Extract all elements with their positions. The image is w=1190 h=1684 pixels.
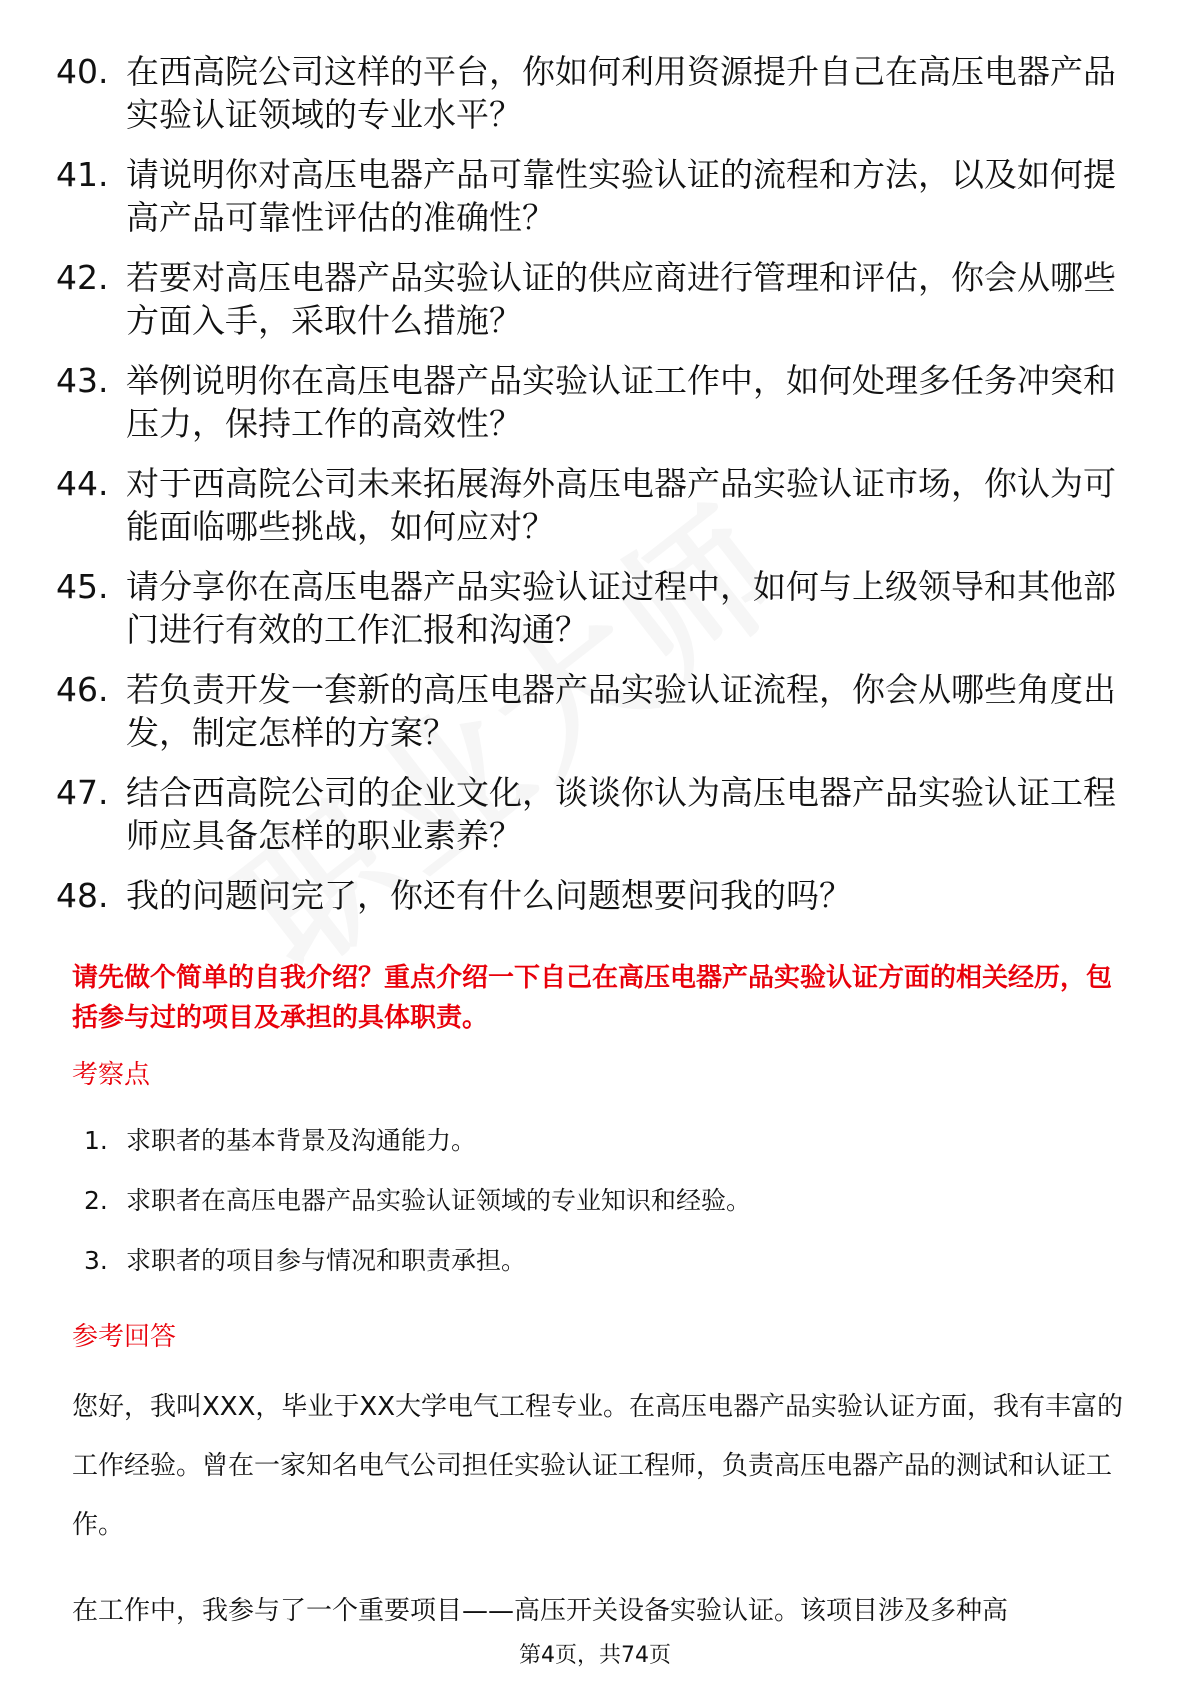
- list-item-text: 求职者的基本背景及沟通能力。: [126, 1126, 477, 1155]
- question-number: 40.: [56, 52, 109, 91]
- question-item: [56, 256, 1126, 342]
- question-item: [56, 668, 1126, 754]
- question-text: 结合西高院公司的企业文化，谈谈你认为高压电器产品实验认证工程师应具备怎样的职业素养？: [126, 773, 1116, 855]
- featured-question: 请先做个简单的自我介绍？重点介绍一下自己在高压电器产品实验认证方面的相关经历，包括参与过的项目及承担的具体职责。: [72, 963, 1113, 1033]
- question-number: 41.: [56, 155, 109, 194]
- question-text: 在西高院公司这样的平台，你如何利用资源提升自己在高压电器产品实验认证领域的专业水平？: [126, 52, 1116, 134]
- list-item-text: 求职者在高压电器产品实验认证领域的专业知识和经验。: [126, 1186, 752, 1215]
- answer-paragraph: 在工作中，我参与了一个重要项目——高压开关设备实验认证。该项目涉及多种高: [72, 1596, 1009, 1626]
- question-text: 若负责开发一套新的高压电器产品实验认证流程，你会从哪些角度出发，制定怎样的方案？: [126, 670, 1116, 752]
- question-text: 举例说明你在高压电器产品实验认证工作中，如何处理多任务冲突和压力，保持工作的高效性？: [126, 361, 1116, 443]
- question-item: [56, 874, 1126, 917]
- page-footer: 第4页，共74页: [519, 1643, 671, 1668]
- list-item: [84, 1124, 1124, 1184]
- question-text: 我的问题问完了，你还有什么问题想要问我的吗？: [126, 876, 852, 915]
- question-item: [56, 462, 1126, 548]
- exam-points-heading: 考察点: [72, 1060, 151, 1090]
- question-item: [56, 565, 1126, 651]
- question-number: 45.: [56, 567, 109, 606]
- question-number: 46.: [56, 670, 109, 709]
- list-item-text: 求职者的项目参与情况和职责承担。: [126, 1246, 527, 1275]
- question-number: 43.: [56, 361, 109, 400]
- question-item: [56, 50, 1126, 136]
- question-text: 请分享你在高压电器产品实验认证过程中，如何与上级领导和其他部门进行有效的工作汇报和沟通？: [126, 567, 1116, 649]
- reference-answer-heading: 参考回答: [72, 1322, 177, 1352]
- question-number: 44.: [56, 464, 109, 503]
- question-number: 47.: [56, 773, 109, 812]
- list-item-number: 1.: [84, 1126, 108, 1155]
- list-item: [84, 1244, 1124, 1304]
- question-item: [56, 153, 1126, 239]
- list-item-number: 2.: [84, 1186, 108, 1215]
- question-item: [56, 771, 1126, 857]
- question-text: 请说明你对高压电器产品可靠性实验认证的流程和方法，以及如何提高产品可靠性评估的准确性？: [126, 155, 1116, 237]
- exam-points-list: [84, 1124, 1124, 1304]
- question-text: 若要对高压电器产品实验认证的供应商进行管理和评估，你会从哪些方面入手，采取什么措施？: [126, 258, 1116, 340]
- question-item: [56, 359, 1126, 445]
- question-number: 42.: [56, 258, 109, 297]
- question-text: 对于西高院公司未来拓展海外高压电器产品实验认证市场，你认为可能面临哪些挑战，如何应对？: [126, 464, 1116, 546]
- question-number: 48.: [56, 876, 109, 915]
- question-list: [56, 50, 1126, 934]
- list-item: [84, 1184, 1124, 1244]
- list-item-number: 3.: [84, 1246, 108, 1275]
- answer-paragraph: 您好，我叫XXX，毕业于XX大学电气工程专业。在高压电器产品实验认证方面，我有丰富的工作经验。曾在一家知名电气公司担任实验认证工程师，负责高压电器产品的测试和认证工作。: [72, 1392, 1124, 1540]
